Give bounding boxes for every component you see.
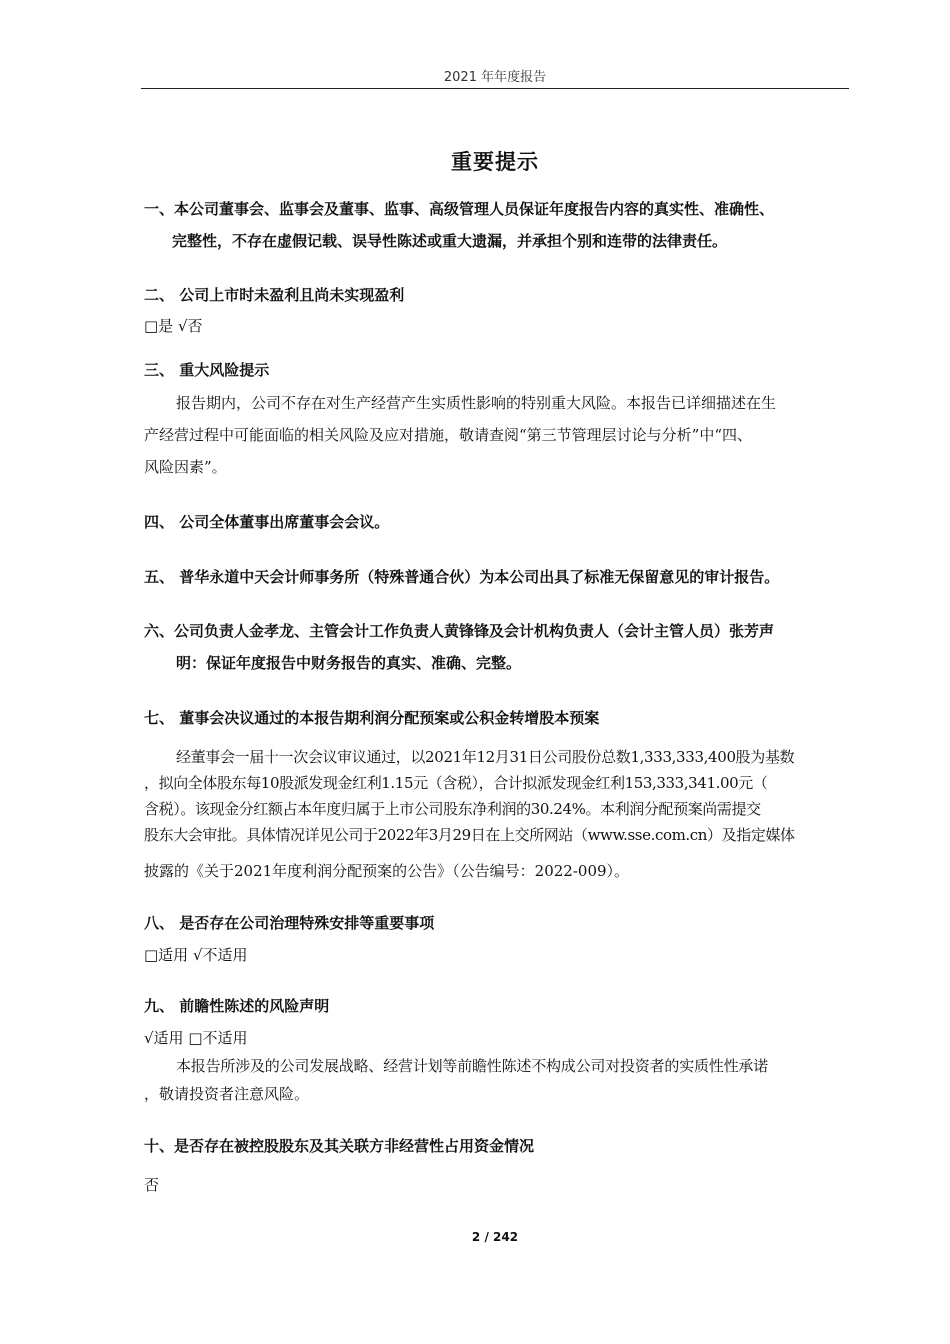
item-5-heading: 五、 普华永道中天会计师事务所（特殊普通合伙）为本公司出具了标准无保留意见的审计报告。 bbox=[144, 568, 780, 586]
item-3-heading: 三、 重大风险提示 bbox=[144, 361, 270, 379]
item-2-heading: 二、 公司上市时未盈利且尚未实现盈利 bbox=[144, 286, 405, 304]
item-3-para-line-2: 产经营过程中可能面临的相关风险及应对措施，敬请查阅“第三节管理层讨论与分析”中“四、 bbox=[144, 426, 753, 444]
item-6-line-2: 明：保证年度报告中财务报告的真实、准确、完整。 bbox=[176, 654, 522, 672]
header-rule bbox=[141, 88, 849, 89]
item-8-heading: 八、 是否存在公司治理特殊安排等重要事项 bbox=[144, 914, 435, 932]
page-header: 2021 年年度报告 bbox=[443, 70, 547, 85]
item-1-line-1: 一、本公司董事会、监事会及董事、监事、高级管理人员保证年度报告内容的真实性、准确性、 bbox=[144, 200, 775, 218]
item-9-answer: √适用 □不适用 bbox=[144, 1029, 248, 1047]
item-8-answer: □适用 √不适用 bbox=[144, 946, 248, 964]
item-6-line-1: 六、公司负责人金孝龙、主管会计工作负责人黄锋锋及会计机构负责人（会计主管人员）张芳声 bbox=[144, 622, 775, 640]
item-2-answer: □是 √否 bbox=[144, 317, 203, 335]
item-1-line-2: 完整性，不存在虚假记载、误导性陈述或重大遗漏，并承担个别和连带的法律责任。 bbox=[172, 232, 728, 250]
item-3-para-line-3: 风险因素”。 bbox=[144, 458, 227, 476]
page-number: 2 / 242 bbox=[471, 1230, 519, 1244]
page-title: 重要提示 bbox=[451, 150, 539, 174]
item-7-para-line-5: 披露的《关于2021年度利润分配预案的公告》（公告编号：2022-009）。 bbox=[144, 862, 630, 880]
item-4-heading: 四、 公司全体董事出席董事会会议。 bbox=[144, 513, 390, 531]
item-9-para-line-2: ，敬请投资者注意风险。 bbox=[144, 1085, 310, 1103]
item-7-heading: 七、 董事会决议通过的本报告期利润分配预案或公积金转增股本预案 bbox=[144, 709, 600, 727]
item-3-para-line-1: 报告期内，公司不存在对生产经营产生实质性影响的特别重大风险。本报告已详细描述在生 bbox=[176, 394, 777, 412]
item-9-para-line-1: 本报告所涉及的公司发展战略、经营计划等前瞻性陈述不构成公司对投资者的实质性性承诺 bbox=[176, 1057, 769, 1075]
item-7-para-line-3: 含税）。该现金分红额占本年度归属于上市公司股东净利润的30.24%。本利润分配预案尚需提交 bbox=[144, 800, 761, 818]
item-10-heading: 十、是否存在被控股股东及其关联方非经营性占用资金情况 bbox=[144, 1137, 535, 1155]
item-10-answer: 否 bbox=[144, 1176, 160, 1194]
item-7-para-line-4: 股东大会审批。具体情况详见公司于2022年3月29日在上交所网站（www.sse.com.cn）及指定媒体 bbox=[144, 826, 795, 844]
item-7-para-line-1: 经董事会一届十一次会议审议通过，以2021年12月31日公司股份总数1,333,333,400股为基数 bbox=[176, 748, 795, 766]
item-7-para-line-2: ，拟向全体股东每10股派发现金红利1.15元（含税），合计拟派发现金红利153,333,341.00元（ bbox=[144, 774, 768, 792]
item-9-heading: 九、 前瞻性陈述的风险声明 bbox=[144, 997, 330, 1015]
